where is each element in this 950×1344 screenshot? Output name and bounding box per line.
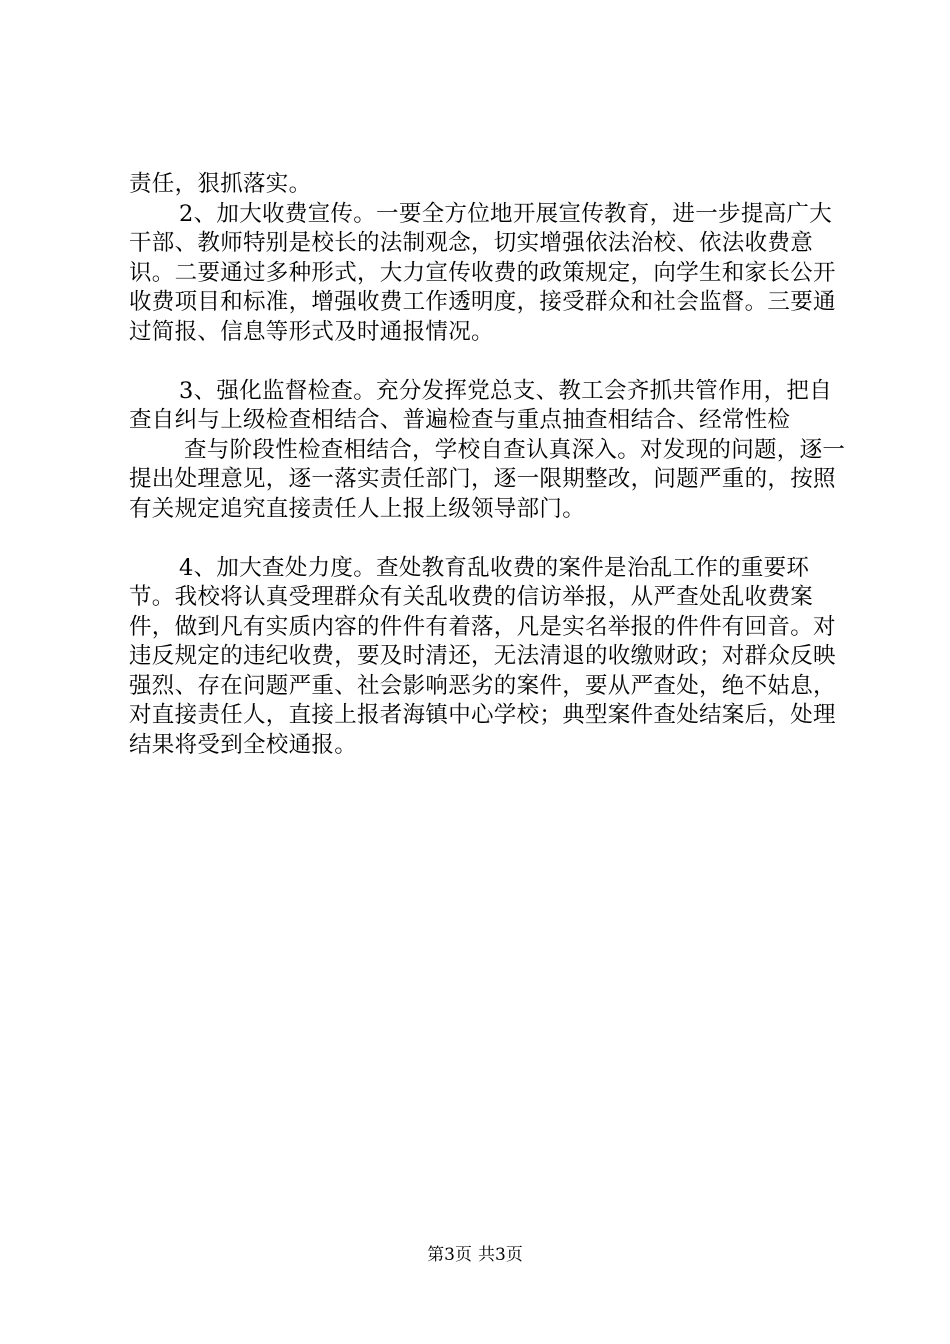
page-number-total: 共3页 bbox=[478, 1245, 523, 1265]
paragraph-item-4: 4、加大查处力度。查处教育乱收费的案件是治乱工作的重要环节。我校将认真受理群众有关乱收费的信访举报，从严查处乱收费案件，做到凡有实质内容的件件有着落，凡是实名举报的件件有回音。对违反规定的违纪收费，要及时清还，无法清退的收缴财政；对群众反映强烈、存在问题严重、社会影响恶劣的案件，要从严查处，绝不姑息，对直接责任人，直接上报者海镇中心学校；典型案件查处结案后，处理结果将受到全校通报。 bbox=[129, 554, 836, 758]
page-number-current: 第3页 bbox=[427, 1245, 472, 1265]
paragraph-item-3-continued: 查与阶段性检查相结合，学校自查认真深入。对发现的问题，逐一提出处理意见，逐一落实责任部门，逐一限期整改，问题严重的，按照有关规定追究直接责任人上报上级领导部门。 bbox=[129, 436, 846, 522]
page-footer bbox=[0, 1244, 950, 1266]
paragraph-item-2: 2、加大收费宣传。一要全方位地开展宣传教育，进一步提高广大干部、教师特别是校长的法制观念，切实增强依法治校、依法收费意识。二要通过多种形式，大力宣传收费的政策规定，向学生和家长公开收费项目和标准，增强收费工作透明度，接受群众和社会监督。三要通过简报、信息等形式及时通报情况。 bbox=[129, 200, 836, 345]
paragraph-continuation: 责任，狠抓落实。 bbox=[129, 171, 312, 197]
paragraph-item-3: 3、强化监督检查。充分发挥党总支、教工会齐抓共管作用，把自查自纠与上级检查相结合、普遍检查与重点抽查相结合、经常性检 bbox=[129, 377, 833, 433]
document-body bbox=[129, 170, 854, 760]
